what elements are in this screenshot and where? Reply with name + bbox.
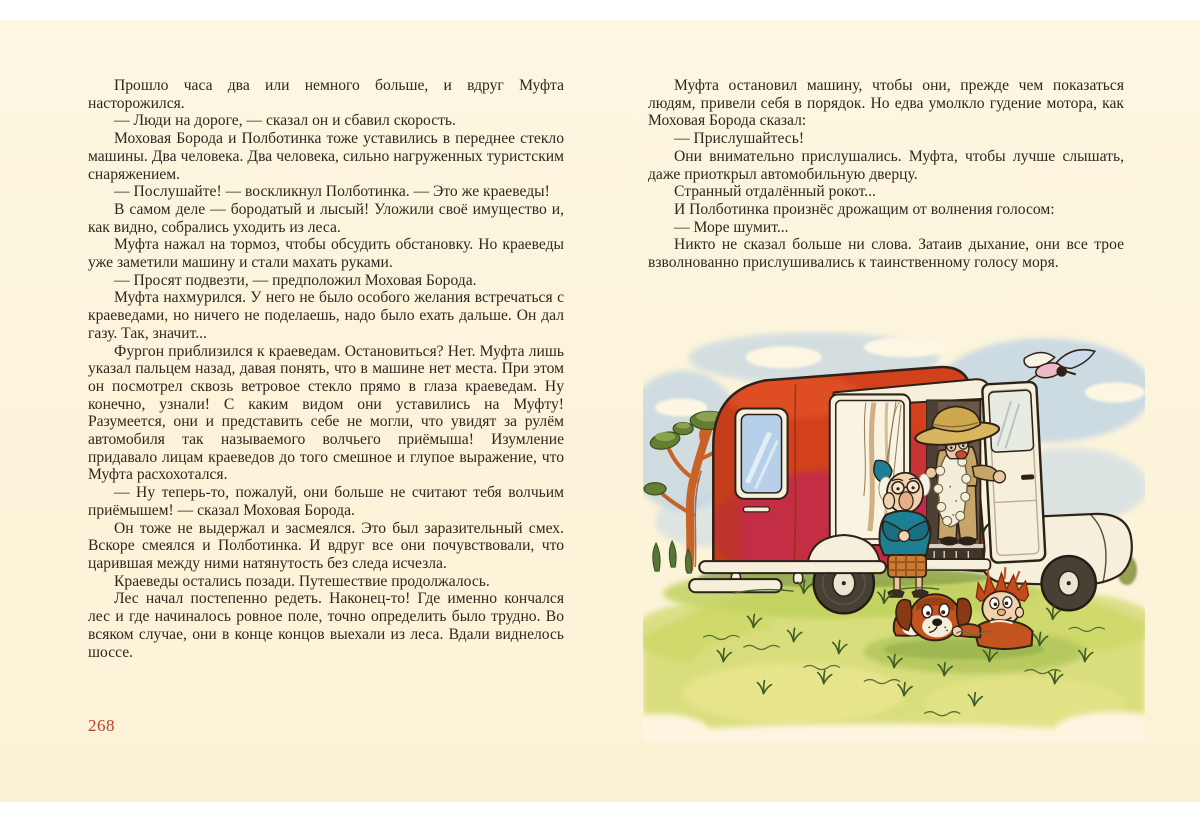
halfshoe-body — [974, 620, 1032, 649]
mufta-plaid-shorts — [888, 555, 926, 577]
paragraph: — Море шумит... — [674, 218, 789, 236]
paragraph: — Послушайте! — воскликнул Полботинка. — Это же краеведы! — [114, 183, 550, 201]
illustration-svg — [643, 330, 1145, 742]
mufta-ear — [883, 493, 894, 509]
cloud — [864, 337, 948, 357]
paragraph: Прошло часа два или немного больше, и вдруг Муфта насторожился. — [88, 77, 564, 112]
cypress-bushes — [653, 541, 692, 573]
door-handle — [1021, 474, 1034, 480]
illustration-camper-scene — [643, 330, 1145, 742]
paragraph: Муфта остановил машину, чтобы они, прежде чем показаться людям, привели себя в порядок. Но едва умолкло гудение мотора, как Моховая Борода сказал: — [648, 77, 1124, 130]
paragraph: Муфта нажал на тормоз, чтобы обсудить обстановку. Но краеведы уже заметили машину и стали махать руками. — [88, 236, 564, 272]
dog-eye — [922, 605, 932, 618]
door-window — [988, 390, 1033, 452]
mufta-hands — [899, 530, 910, 541]
paragraph: И Полботинка произнёс дрожащим от волнения голосом: — [674, 200, 1055, 218]
dog-nose — [932, 619, 942, 627]
paragraph: Он тоже не выдержал и засмеялся. Это был заразительный смех. Вскоре смеялся и Полботинка. И вдруг все они почувствовали, что царившая между ними натянутость без следа исчезла. — [88, 519, 564, 572]
left-page-text — [88, 77, 564, 661]
mufta-nose — [899, 492, 913, 510]
paragraph: — Ну теперь-то, пожалуй, они больше не считают тебя волчьим приёмышем! — сказал Моховая Борода. — [88, 484, 564, 519]
van-window-rear — [735, 408, 787, 511]
cloud — [1085, 382, 1145, 402]
paragraph: Лес начал постепенно редеть. Наконец-то! Где именно кончался лес и где начиналось ровное поле, точно определить было трудно. Во всяком случае, они в конце концов выехали из леса. Вдали виднелось шоссе. — [88, 590, 564, 661]
paragraph: — Люди на дороге, — сказал он и сбавил скорость. — [114, 112, 456, 130]
book-spread — [0, 20, 1200, 802]
dog-eye — [939, 604, 949, 617]
paragraph: Моховая Борода и Полботинка тоже уставились в переднее стекло машины. Два человека. Два человека, сильно нагруженных туристским снаряжением. — [88, 130, 564, 183]
right-page-text — [648, 77, 1124, 272]
paragraph: Никто не сказал больше ни слова. Затаив дыхание, они все трое взволнованно прислушивались к таинственному голосу моря. — [648, 236, 1124, 272]
paragraph: Муфта нахмурился. У него не было особого желания встречаться с краеведами, но ничего не поделаешь, надо было ехать дальше. Он дал газу. Так, значит... — [88, 289, 564, 342]
paragraph: Странный отдалённый рокот... — [674, 183, 876, 201]
mossbeard-hand — [993, 471, 1005, 483]
page-number: 268 — [88, 716, 115, 735]
paragraph: Фургон приблизился к краеведам. Остановиться? Нет. Муфта лишь указал пальцем назад, давая понять, что в машине нет места. При этом он посмотрел сквозь ветровое стекло прямо в глаза краеведам. Ну конечно, узнали! С каким видом они уставились на Муфту! Разумеется, они и представить себе не могли, что увидят за рулём автомобиля так называемого волчьего приёмыша! Изумление придавало лицам краеведов до того смешное и глупое выражение, что Муфта расхохотался. — [88, 342, 564, 484]
window-handle — [743, 507, 769, 512]
paragraph: Краеведы остались позади. Путешествие продолжалось. — [114, 572, 490, 590]
paragraph: В самом деле — бородатый и лысый! Уложили своё имущество и, как видно, собрались уходить из леса. — [88, 200, 564, 236]
paragraph: — Прислушайтесь! — [674, 130, 805, 148]
paragraph: Они внимательно прислушались. Муфта, чтобы лучше слышать, даже приоткрыл автомобильную дверцу. — [648, 147, 1124, 183]
cloud — [745, 346, 821, 368]
paragraph: — Просят подвезти, — предположил Моховая Борода. — [114, 271, 477, 289]
mossbeard-nose — [956, 451, 967, 459]
